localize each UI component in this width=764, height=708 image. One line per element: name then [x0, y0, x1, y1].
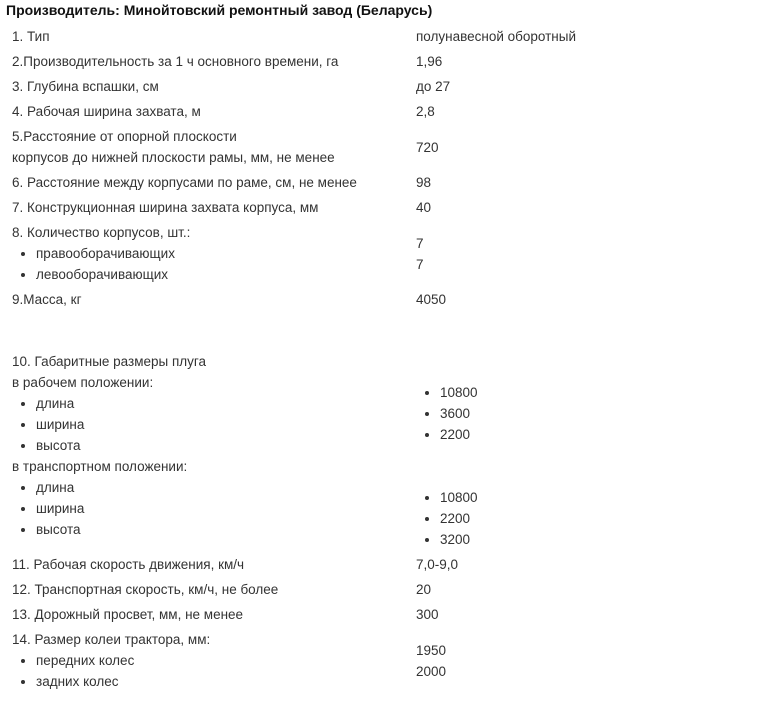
list [12, 393, 406, 456]
table-row [7, 170, 761, 195]
value-dimensions [411, 338, 761, 552]
list [12, 650, 406, 692]
value-working-width: 2,8 [416, 104, 435, 119]
value-type: полунавесной оборотный [416, 29, 576, 44]
specs-table [7, 24, 761, 694]
table-row [7, 338, 761, 552]
list-item: • 2200 [440, 508, 756, 529]
table-row [7, 24, 761, 49]
list [12, 477, 406, 540]
param-line: 10. Габаритные размеры плуга [12, 353, 207, 369]
param-mass: 9.Масса, кг [12, 292, 82, 307]
value-ground-clearance: 300 [416, 607, 439, 622]
param-transport-speed: 12. Транспортная скорость, км/ч, не более [12, 582, 279, 597]
param-line: в рабочем положении: [12, 374, 154, 390]
list-item: • 10800 [440, 487, 756, 508]
spacer-row [7, 312, 761, 338]
list-item: • 2200 [440, 424, 756, 445]
table-row [7, 627, 761, 694]
param-line: 14. Размер колеи трактора, мм: [12, 632, 211, 647]
value-line: 7 [416, 256, 424, 272]
page-title: Производитель: Минойтовский ремонтный завод (Беларусь) [6, 2, 433, 18]
table-row [7, 287, 761, 312]
param-body-count [7, 220, 411, 287]
param-line: в транспортном положении: [12, 458, 188, 474]
param-clearance-frame [7, 124, 411, 170]
value-clearance-frame: 720 [416, 139, 439, 155]
list [416, 382, 756, 445]
list-item: • длина [36, 393, 406, 414]
list [12, 243, 406, 285]
param-body-spacing: 6. Расстояние между корпусами по раме, см, не менее [12, 175, 357, 190]
value-body-width: 40 [416, 200, 432, 215]
param-track-width [7, 627, 411, 694]
table-row [7, 577, 761, 602]
list-item: • ширина [36, 498, 406, 519]
param-line: 5.Расстояние от опорной плоскости [12, 129, 237, 144]
table-row [7, 124, 761, 170]
value-productivity: 1,96 [416, 54, 443, 69]
table-row [7, 552, 761, 577]
value-working-speed: 7,0-9,0 [416, 557, 459, 572]
param-line: корпусов до нижней плоскости рамы, мм, не менее [12, 150, 335, 165]
list-item: • задних колес [36, 671, 406, 692]
list-item: • передних колес [36, 650, 406, 671]
table-row [7, 602, 761, 627]
param-body-width: 7. Конструкционная ширина захвата корпуса, мм [12, 200, 319, 215]
param-ground-clearance: 13. Дорожный просвет, мм, не менее [12, 607, 244, 622]
table-row [7, 49, 761, 74]
value-mass: 4050 [416, 292, 447, 307]
list-item: • высота [36, 519, 406, 540]
list-item: • длина [36, 477, 406, 498]
param-line: 8. Количество корпусов, шт.: [12, 225, 191, 240]
param-dimensions [7, 338, 411, 552]
param-productivity: 2.Производительность за 1 ч основного времени, га [12, 54, 339, 69]
param-depth: 3. Глубина вспашки, см [12, 79, 159, 94]
param-working-speed: 11. Рабочая скорость движения, км/ч [12, 557, 245, 572]
table-row [7, 220, 761, 287]
value-line: 1950 [416, 642, 447, 658]
value-transport-speed: 20 [416, 582, 432, 597]
table-row [7, 74, 761, 99]
list-item: • 10800 [440, 382, 756, 403]
value-track-width [411, 627, 761, 694]
table-row [7, 195, 761, 220]
list-item: • 3200 [440, 529, 756, 550]
value-body-spacing: 98 [416, 175, 432, 190]
list-item: • левооборачивающих [36, 264, 406, 285]
list-item: • высота [36, 435, 406, 456]
value-line: 2000 [416, 663, 447, 679]
list [416, 487, 756, 550]
table-row [7, 99, 761, 124]
param-type: 1. Тип [12, 29, 50, 44]
list-item: • 3600 [440, 403, 756, 424]
param-working-width: 4. Рабочая ширина захвата, м [12, 104, 201, 119]
value-body-count [411, 220, 761, 287]
value-depth: до 27 [416, 79, 451, 94]
list-item: • ширина [36, 414, 406, 435]
value-line: 7 [416, 235, 424, 251]
list-item: • правооборачивающих [36, 243, 406, 264]
